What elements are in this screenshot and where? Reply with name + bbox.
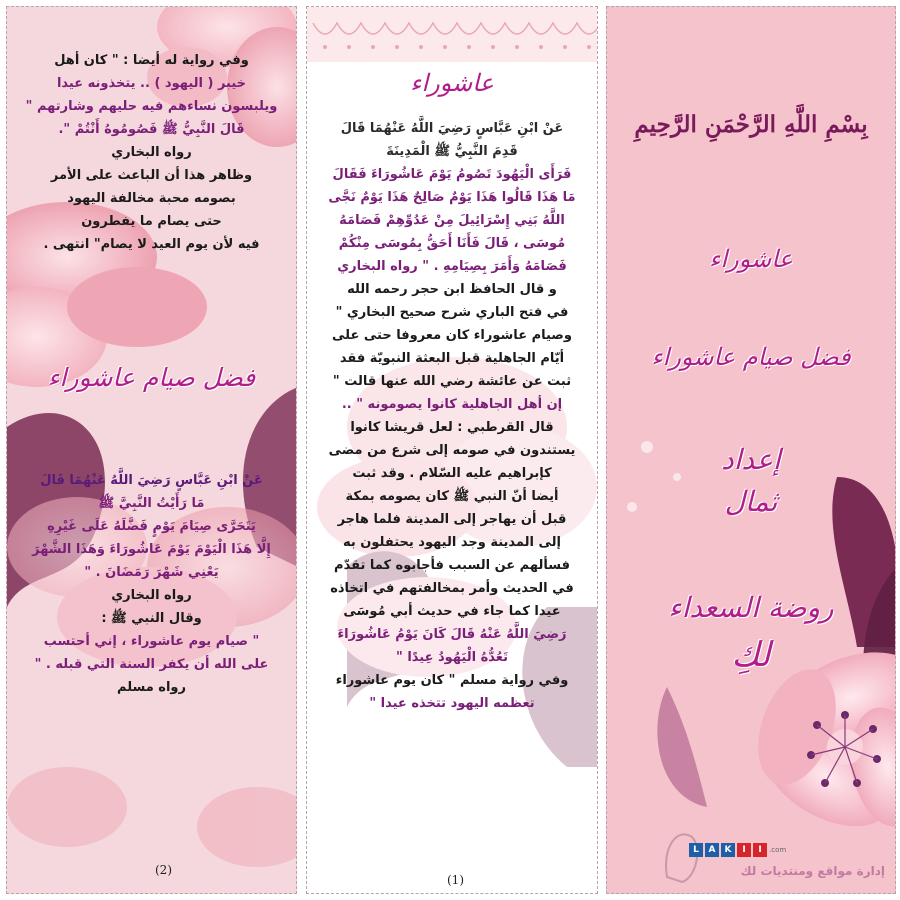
hadith-line: يَعْنِي شَهْرَ رَمَضَانَ . " [84, 565, 219, 580]
logo-letter: L [689, 843, 703, 857]
hadith-line: عَنْ ابْنِ عَبَّاسٍ رَضِيَ اللَّهُ عَنْهُمَا قَالَ [340, 121, 564, 136]
forum-name: روضة السعداء [668, 591, 834, 624]
hadith-line: مُوسَى ، قَالَ فَأَنَا أَحَقُّ بِمُوسَى مِنْكُمْ [338, 236, 566, 251]
cover-subtitle: فضل صيام عاشوراء [651, 343, 851, 371]
text-line: خيبر ( اليهود ) .. يتخذونه عيدا [56, 76, 247, 91]
text-line: رواه البخاري [111, 588, 192, 603]
middle-heading: عاشوراء [410, 69, 494, 97]
logo-domain: .com [769, 846, 787, 854]
text-line: بصومه محبة مخالفة اليهود [67, 191, 236, 206]
text-line: فيه لأن يوم العيد لا يصام" انتهى . [43, 237, 260, 252]
section-heading: فضل صيام عاشوراء [47, 363, 256, 392]
hadith-line: مَا رَأَيْتُ النَّبِيَّ ﷺ [98, 496, 205, 511]
logo-letter: A [705, 843, 719, 857]
text-line: وظاهر هذا أن الباعث على الأمر [50, 168, 253, 183]
text-line: عيدا كما جاء في حديث أبي مُوسَى [343, 604, 561, 619]
logo-letter: I [737, 843, 751, 857]
text-line: حتى يصام ما يفطرون [81, 214, 222, 229]
page-number: (1) [447, 873, 464, 887]
text-line: أيّام الجاهلية قبل البعثة النبويّة فقد [339, 351, 565, 366]
text-line: قبل أن يهاجر إلى المدينة فلما هاجر [337, 512, 567, 527]
text-line: في فتح الباري شرح صحيح البخاري " [335, 305, 569, 320]
text-line: ثبت عن عائشة رضي الله عنها قالت " [332, 374, 572, 389]
basmala: بِسْمِ اللَّهِ الرَّحْمَنِ الرَّحِيمِ [634, 111, 868, 138]
hadith-line: فَرَأَى الْيَهُودَ تَصُومُ يَوْمَ عَاشُورَاءَ فَقَالَ [332, 167, 572, 182]
hadith-line: يَتَحَرَّى صِيَامَ يَوْمٍ فَضَّلَهُ عَلَى غَيْرِهِ [47, 519, 256, 534]
hadith-line: فَصَامَهُ وَأَمَرَ بِصِيَامِهِ . " رواه البخاري [337, 259, 567, 274]
text-line: وفي رواية له أيضا : " كان أهل [54, 53, 249, 68]
page-number: (2) [155, 863, 172, 877]
left-bottom-text [7, 469, 296, 699]
hadith-line: " صيام يوم عاشوراء ، إني أحتسب [43, 634, 260, 649]
laki-logo [689, 843, 786, 857]
hadith-line: عَنْ ابْنِ عَبَّاسٍ رَضِيَ اللَّهُ عَنْهُمَا قَالَ [40, 473, 263, 488]
text-line: ويلبسون نساءهم فيه حليهم وشارتهم " [25, 99, 278, 114]
middle-body-text [307, 117, 597, 715]
text-line: وفي رواية مسلم " كان يوم عاشوراء [335, 673, 569, 688]
text-line: وصيام عاشوراء كان معروفا حتى على [332, 328, 572, 343]
logo-caption: إدارة مواقع ومنتديات لك [740, 864, 885, 878]
author-name: ثمال [724, 485, 778, 518]
hadith-line: قَدِمَ النَّبِيُّ ﷺ الْمَدِينَةَ [386, 144, 518, 159]
text-line: أيضا أنّ النبي ﷺ كان يصومه بمكة [345, 489, 559, 504]
hadith-line: رَضِيَ اللَّهُ عَنْهُ قَالَ كَانَ يَوْمُ عَاشُورَاءَ [337, 627, 567, 642]
right-panel-cover [606, 6, 896, 894]
text-line: يستندون في صومه إلى شرع من مضى [328, 443, 576, 458]
logo-letter: K [721, 843, 735, 857]
text-line: رواه مسلم [117, 680, 186, 695]
hadith-line: على الله أن يكفر السنة التي قبله . " [34, 657, 269, 672]
text-line: وقال النبي ﷺ : [101, 611, 202, 626]
text-line: فسألهم عن السبب فأجابوه كما تقدّم [334, 558, 570, 573]
text-line: قال القرطبي : لعل قريشا كانوا [350, 420, 554, 435]
hadith-line: تعظمه اليهود تتخذه عيدا " [369, 696, 535, 711]
hadith-line: تَعُدُّهُ الْيَهُودُ عِيدًا " [396, 650, 508, 665]
forum-name-suffix: لكِ [731, 635, 771, 675]
hadith-line: مَا هَذَا قَالُوا هَذَا يَوْمٌ صَالِحٌ هَذَا يَوْمٌ نَجَّى [328, 190, 576, 205]
text-line: و قال الحافظ ابن حجر رحمه الله [347, 282, 557, 297]
text-line: في الحديث وأمر بمخالفتهم في اتخاذه [330, 581, 574, 596]
text-line: رواه البخاري [111, 145, 192, 160]
left-panel [6, 6, 297, 894]
prepared-by-label: إعداد [721, 443, 781, 476]
hadith-line: إِلَّا هَذَا الْيَوْمَ يَوْمَ عَاشُورَاءَ وَهَذَا الشَّهْرَ [32, 542, 271, 557]
left-top-text [7, 49, 296, 256]
logo-letter: I [753, 843, 767, 857]
cover-title: عاشوراء [709, 245, 793, 273]
text-line: إلى المدينة وجد اليهود يحتفلون به [343, 535, 561, 550]
middle-panel [306, 6, 598, 894]
hadith-line: اللَّهُ بَنِي إِسْرَائِيلَ مِنْ عَدُوِّهِمْ فَصَامَهُ [339, 213, 565, 228]
text-line: كإبراهيم عليه السّلام . وقد ثبت [352, 466, 552, 481]
text-line: قَالَ النَّبِيُّ ﷺ فَصُومُوهُ أَنْتُمْ ". [58, 122, 245, 137]
hadith-line: إن أهل الجاهلية كانوا يصومونه " .. [341, 397, 563, 412]
